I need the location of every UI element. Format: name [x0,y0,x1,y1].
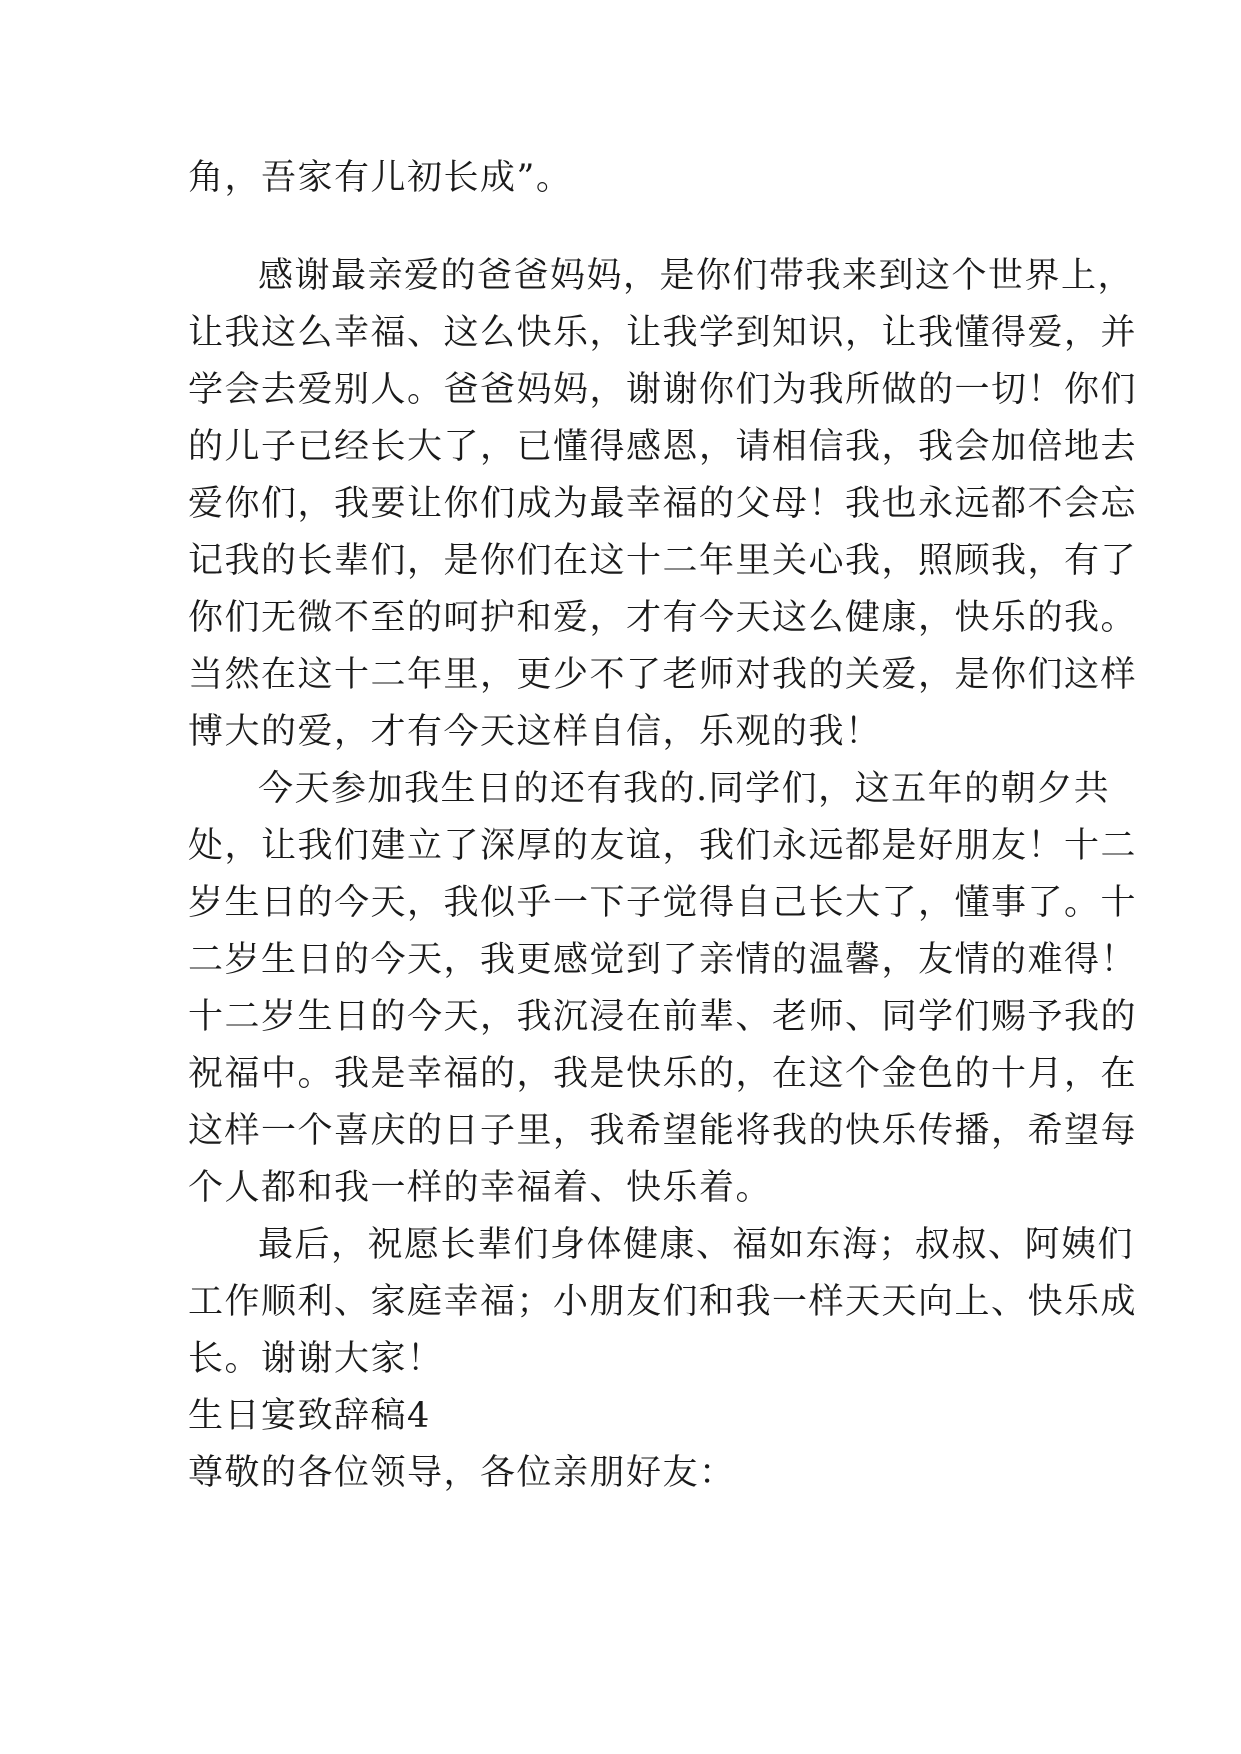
text-line: 个人都和我一样的幸福着、快乐着。 [188,1168,773,1208]
text-line: 感谢最亲爱的爸爸妈妈，是你们带我来到这个世界上， [258,256,1135,296]
text-line: 博大的爱，才有今天这样自信，乐观的我！ [188,712,882,752]
text-line: 长。谢谢大家！ [188,1339,444,1379]
text-line: 岁生日的今天，我似乎一下子觉得自己长大了，懂事了。十 [188,883,1138,923]
text-line: 今天参加我生日的还有我的.同学们，这五年的朝夕共 [258,769,1111,809]
text-line: 的儿子已经长大了，已懂得感恩，请相信我，我会加倍地去 [188,427,1138,467]
salutation-line: 尊敬的各位领导，各位亲朋好友： [188,1453,736,1493]
text-line: 记我的长辈们，是你们在这十二年里关心我，照顾我，有了 [188,541,1138,581]
text-line: 十二岁生日的今天，我沉浸在前辈、老师、同学们赐予我的 [188,997,1138,1037]
text-line: 祝福中。我是幸福的，我是快乐的，在这个金色的十月，在 [188,1054,1138,1094]
text-line: 二岁生日的今天，我更感觉到了亲情的温馨，友情的难得！ [188,940,1138,980]
text-line: 当然在这十二年里，更少不了老师对我的关爱，是你们这样 [188,655,1138,695]
text-line: 你们无微不至的呵护和爱，才有今天这么健康，快乐的我。 [188,598,1138,638]
text-line: 学会去爱别人。爸爸妈妈，谢谢你们为我所做的一切！你们 [188,370,1138,410]
section-heading: 生日宴致辞稿4 [188,1396,431,1436]
text-line: 最后，祝愿长辈们身体健康、福如东海；叔叔、阿姨们 [258,1225,1135,1265]
text-line: 这样一个喜庆的日子里，我希望能将我的快乐传播，希望每 [188,1111,1138,1151]
text-line: 角，吾家有儿初长成”。 [188,158,573,198]
text-line: 让我这么幸福、这么快乐，让我学到知识，让我懂得爱，并 [188,313,1138,353]
text-line: 工作顺利、家庭幸福；小朋友们和我一样天天向上、快乐成 [188,1282,1138,1322]
text-line: 爱你们，我要让你们成为最幸福的父母！我也永远都不会忘 [188,484,1138,524]
text-line: 处，让我们建立了深厚的友谊，我们永远都是好朋友！十二 [188,826,1138,866]
